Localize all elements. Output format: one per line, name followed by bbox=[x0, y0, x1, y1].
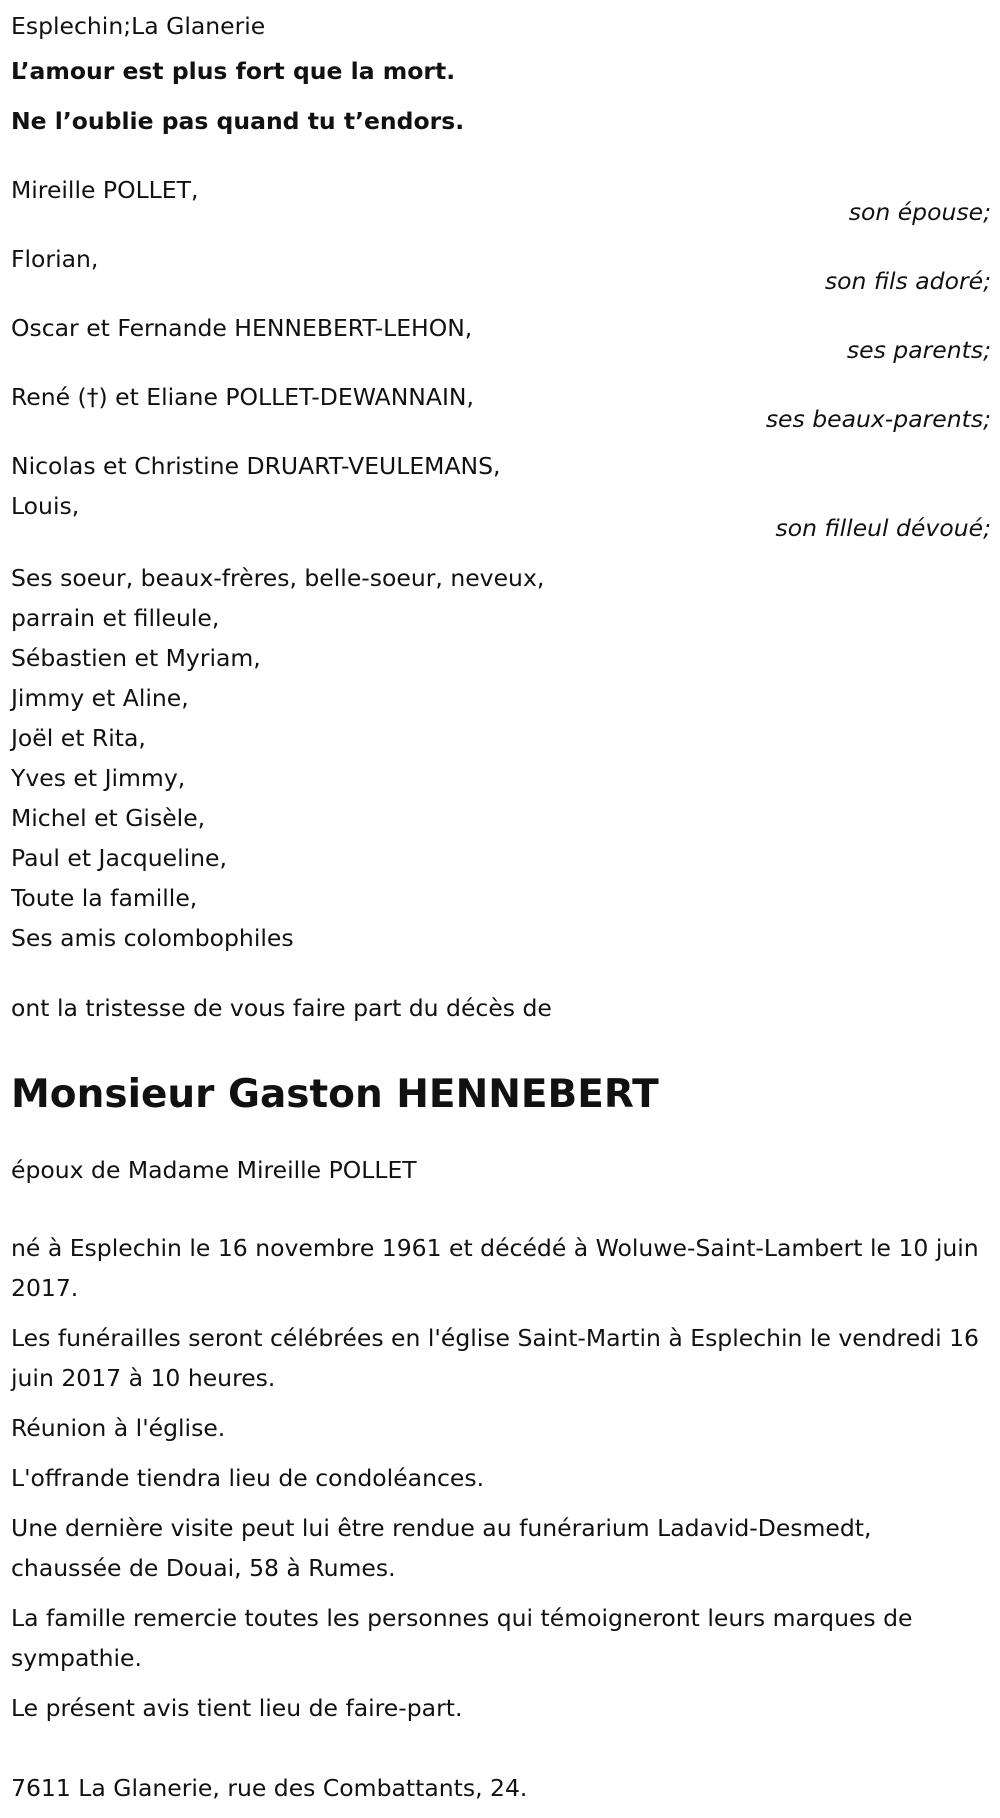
family-row bbox=[11, 239, 991, 301]
family-role: ses parents; bbox=[846, 336, 991, 364]
details-list bbox=[11, 1228, 988, 1728]
family-role: son épouse; bbox=[848, 198, 991, 226]
detail-paragraph: La famille remercie toutes les personnes qui témoigneront leurs marques de sympathie. bbox=[11, 1604, 913, 1672]
family-role: son filleul dévoué; bbox=[775, 514, 991, 542]
family-role: ses beaux-parents; bbox=[765, 405, 991, 433]
location-line: Esplechin;La Glanerie bbox=[11, 12, 266, 40]
list-item: Michel et Gisèle, bbox=[11, 804, 206, 832]
family-name: Florian, bbox=[11, 245, 99, 273]
list-item: Ses amis colombophiles bbox=[11, 924, 294, 952]
announcement-text: ont la tristesse de vous faire part du décès de bbox=[11, 994, 552, 1022]
others-list bbox=[11, 558, 988, 958]
list-item: Paul et Jacqueline, bbox=[11, 844, 227, 872]
family-name: Mireille POLLET, bbox=[11, 176, 199, 204]
detail-paragraph: Le présent avis tient lieu de faire-part. bbox=[11, 1694, 463, 1722]
family-role: son fils adoré; bbox=[824, 267, 991, 295]
motto-line-1: L’amour est plus fort que la mort. bbox=[11, 57, 456, 85]
deceased-name: Monsieur Gaston HENNEBERT bbox=[11, 1072, 659, 1117]
address-line: 7611 La Glanerie, rue des Combattants, 24. bbox=[11, 1774, 528, 1802]
detail-paragraph: né à Esplechin le 16 novembre 1961 et décédé à Woluwe-Saint-Lambert le 10 juin 2017. bbox=[11, 1234, 979, 1302]
list-item: Sébastien et Myriam, bbox=[11, 644, 261, 672]
motto-line-2: Ne l’oublie pas quand tu t’endors. bbox=[11, 107, 465, 135]
family-list bbox=[11, 170, 991, 548]
family-name: Louis, bbox=[11, 492, 80, 520]
list-item: parrain et filleule, bbox=[11, 604, 220, 632]
list-item: Toute la famille, bbox=[11, 884, 198, 912]
family-row bbox=[11, 170, 991, 232]
family-row bbox=[11, 377, 991, 439]
detail-paragraph: L'offrande tiendra lieu de condoléances. bbox=[11, 1464, 485, 1492]
list-item: Jimmy et Aline, bbox=[11, 684, 189, 712]
family-row bbox=[11, 486, 991, 548]
detail-paragraph: Les funérailles seront célébrées en l'église Saint-Martin à Esplechin le vendredi 16 juin 2017 à 10 heures. bbox=[11, 1324, 979, 1392]
family-name: René (†) et Eliane POLLET-DEWANNAIN, bbox=[11, 383, 474, 411]
list-item: Yves et Jimmy, bbox=[11, 764, 186, 792]
detail-paragraph: Réunion à l'église. bbox=[11, 1414, 226, 1442]
spouse-line: époux de Madame Mireille POLLET bbox=[11, 1156, 417, 1184]
family-name: Oscar et Fernande HENNEBERT-LEHON, bbox=[11, 314, 473, 342]
detail-paragraph: Une dernière visite peut lui être rendue au funérarium Ladavid-Desmedt, chaussée de Douai, 58 à Rumes. bbox=[11, 1514, 872, 1582]
family-row bbox=[11, 446, 988, 486]
family-row bbox=[11, 308, 991, 370]
list-item: Ses soeur, beaux-frères, belle-soeur, neveux, bbox=[11, 564, 545, 592]
list-item: Joël et Rita, bbox=[11, 724, 146, 752]
family-name: Nicolas et Christine DRUART-VEULEMANS, bbox=[11, 452, 501, 480]
